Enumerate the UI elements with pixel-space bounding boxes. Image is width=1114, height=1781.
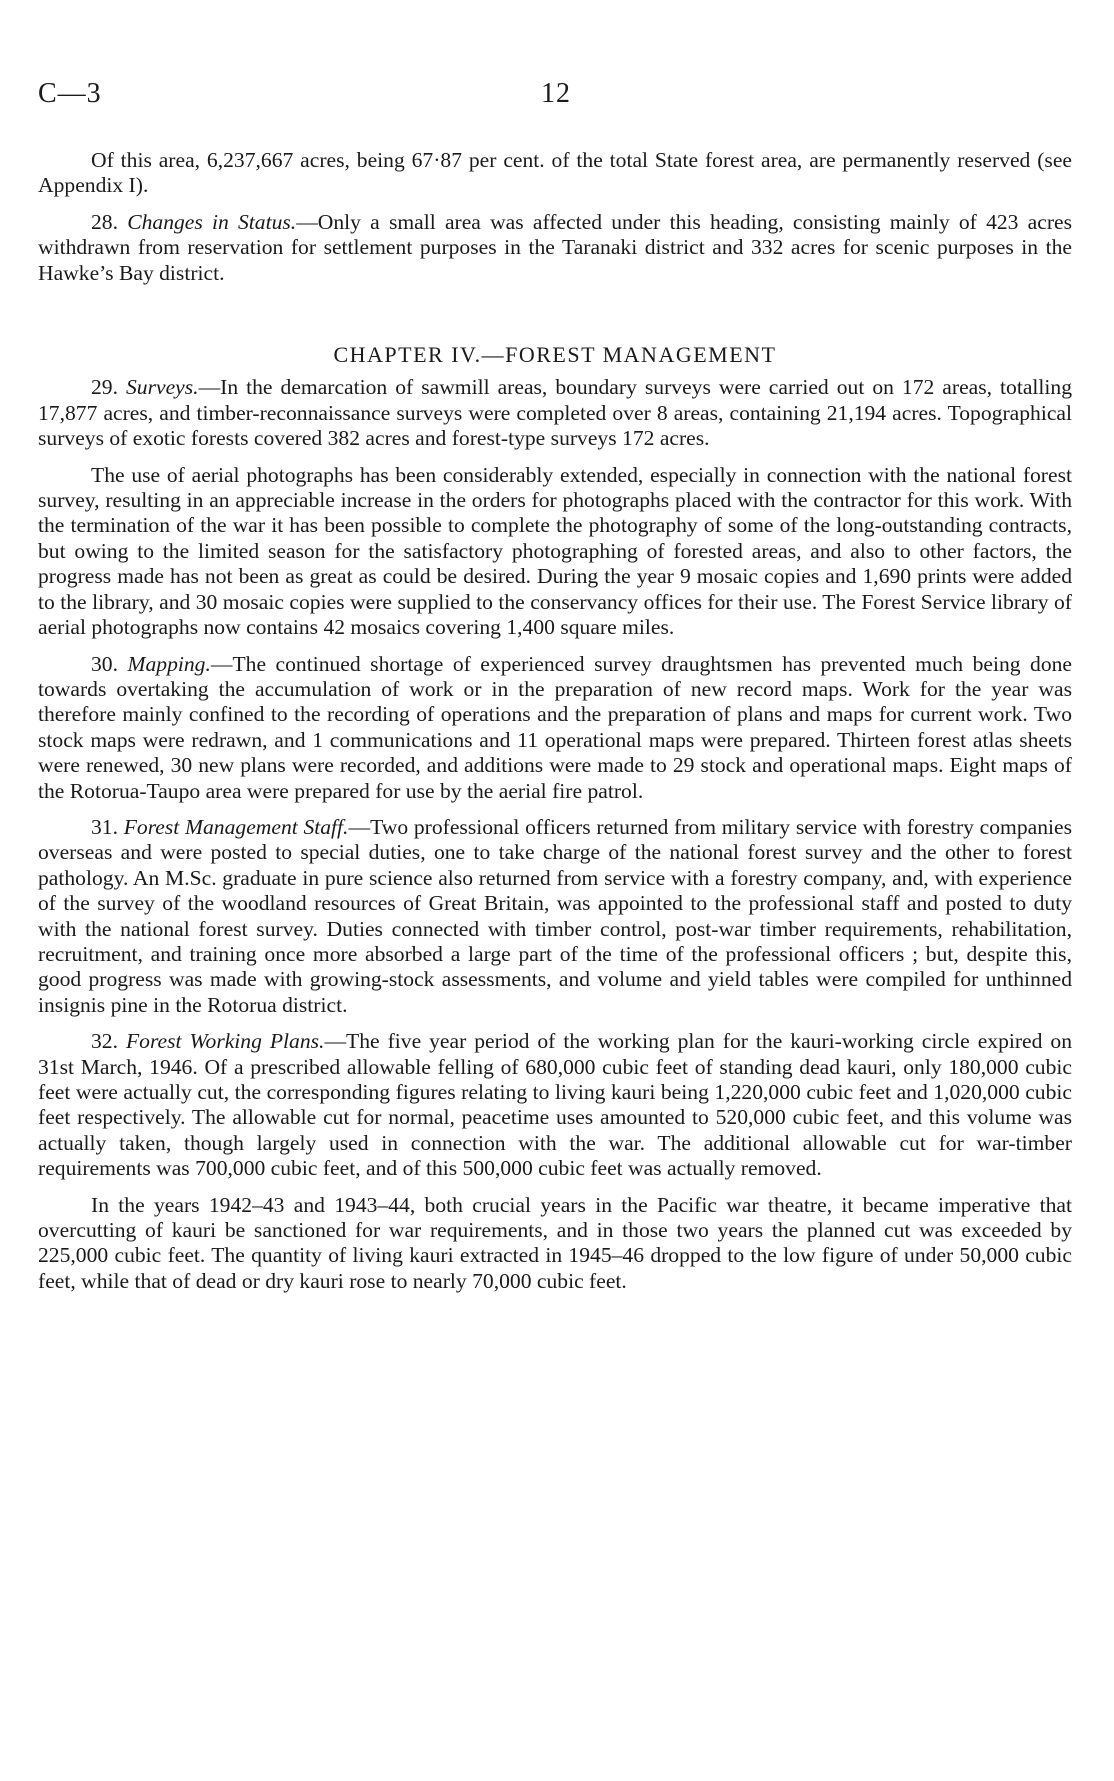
paragraph-text: —In the demarcation of sawmill areas, boundary surveys were carried out on 172 areas, totalling 17,877 acres, and timber-reconnaissance surveys were completed over 8 areas, containing 21,194 acres. Topographical surveys of exotic forests covered 382 acres and forest-type surveys 172 acres. (38, 375, 1073, 451)
paragraph-28 (38, 210, 1072, 286)
paragraph-text: —The five year period of the working plan for the kauri-working circle expired on 31st March, 1946. Of a prescribed allowable felling of 680,000 cubic feet of standing dead kauri, only 180,000 cubic feet were actually cut, the corresponding figures relating to living kauri being 1,220,000 cubic feet and 1,020,000 cubic feet respectively. The allowable cut for normal, peacetime uses amounted to 520,000 cubic feet, and this volume was actually taken, though largely used in connection with the war. The additional allowable cut for war-timber requirements was 700,000 cubic feet, and of this 500,000 cubic feet was actually removed. (38, 1029, 1073, 1181)
page-header (38, 78, 1074, 118)
paragraph-number: 32. (91, 1029, 126, 1054)
paragraph-number: 29. (91, 375, 126, 400)
document-code: C—3 (38, 78, 102, 109)
paragraph-number: 31. (91, 814, 124, 839)
paragraph-final (38, 1193, 1072, 1295)
paragraph-29 (38, 375, 1072, 451)
paragraph-heading: Changes in Status. (127, 209, 297, 234)
paragraph-text: —The continued shortage of experienced survey draughtsmen has prevented much being done towards overtaking the accumulation of work or in the preparation of new record maps. Work for the year was therefore mainly confined to the recording of operations and the preparation of plans and maps for current work. Two stock maps were redrawn, and 1 communications and 11 operational maps were prepared. Thirteen forest atlas sheets were renewed, 30 new plans were recorded, and additions were made to 29 stock and operational maps. Eight maps of the Rotorua-Taupo area were prepared for use by the aerial fire patrol. (38, 651, 1073, 803)
paragraph-30 (38, 652, 1072, 804)
paragraph-text: In the years 1942–43 and 1943–44, both crucial years in the Pacific war theatre, it became imperative that overcutting of kauri be sanctioned for war requirements, and in those two years the planned cut was exceeded by 225,000 cubic feet. The quantity of living kauri extracted in 1945–46 dropped to the low figure of under 50,000 cubic feet, while that of dead or dry kauri rose to nearly 70,000 cubic feet. (38, 1192, 1072, 1293)
paragraph-aerial (38, 463, 1072, 641)
paragraph-heading: Mapping. (127, 651, 211, 676)
paragraph-text: Of this area, 6,237,667 acres, being 67·87 per cent. of the total State forest area, are permanently reserved (see Appendix I). (38, 148, 1072, 198)
body-text (38, 148, 1072, 1305)
paragraph-text: —Two professional officers returned from military service with forestry companies overseas and were posted to special duties, one to take charge of the national forest survey and the other to forest pathology. An M.Sc. graduate in pure science also returned from service with a forestry company, and, with experience of the survey of the woodland resources of Great Britain, was appointed to the professional staff and posted to duty with the national forest survey. Duties connected with timber control, post-war timber requirements, rehabilitation, recruitment, and training once more absorbed a large part of the time of the professional officers ; but, despite this, good progress was made with growing-stock assessments, and volume and yield tables were compiled for unthinned insignis pine in the Rotorua district. (38, 814, 1072, 1017)
paragraph-text: The use of aerial photographs has been considerably extended, especially in connection with the national forest survey, resulting in an appreciable increase in the orders for photographs placed with the contractor for this work. With the termination of the war it has been possible to complete the photography of some of the long-outstanding contracts, but owing to the limited season for the satisfactory photographing of forested areas, and also to other factors, the progress made has not been as great as could be desired. During the year 9 mosaic copies and 1,690 prints were added to the library, and 30 mosaic copies were supplied to the conservancy offices for their use. The Forest Service library of aerial photographs now contains 42 mosaics covering 1,400 square miles. (38, 462, 1072, 640)
paragraph-number: 30. (91, 651, 128, 676)
page-number: 12 (541, 78, 571, 109)
paragraph-intro (38, 148, 1072, 199)
paragraph-31 (38, 815, 1072, 1018)
paragraph-number: 28. (91, 209, 128, 234)
paragraph-heading: Forest Management Staff. (123, 814, 349, 839)
paragraph-heading: Forest Working Plans. (125, 1029, 325, 1054)
paragraph-text: —Only a small area was affected under this heading, consisting mainly of 423 acres withdrawn from reservation for settlement purposes in the Taranaki district and 332 acres for scenic purposes in the Hawke’s Bay district. (38, 209, 1073, 285)
chapter-title: CHAPTER IV.—FOREST MANAGEMENT (333, 342, 777, 368)
paragraph-32 (38, 1029, 1072, 1181)
paragraph-heading: Surveys. (126, 375, 199, 400)
